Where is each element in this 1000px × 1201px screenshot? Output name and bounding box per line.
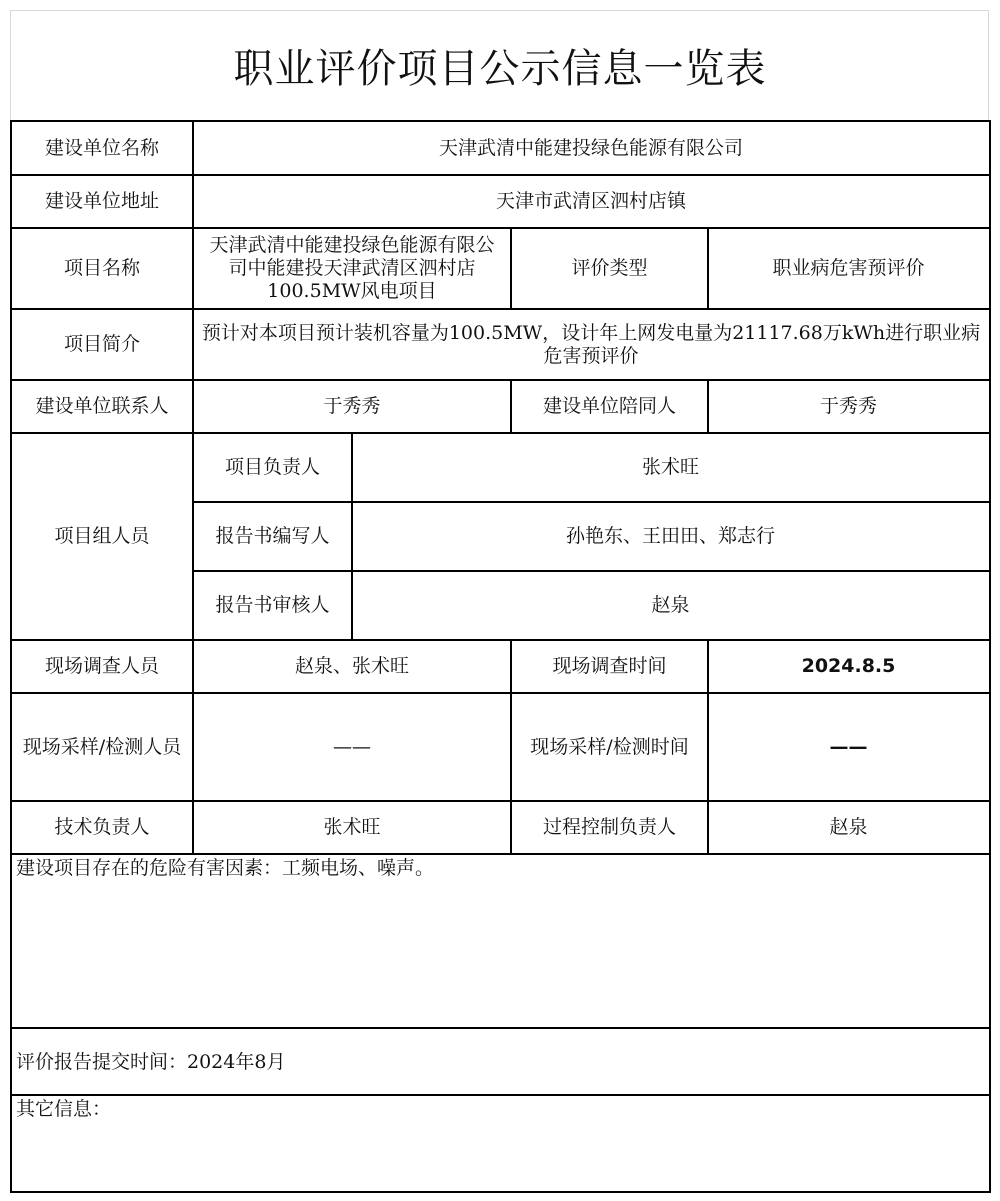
grid-line (10, 120, 991, 122)
leader-value: 张术旺 (641, 456, 699, 478)
grid-line (707, 227, 709, 309)
grid-line (10, 853, 991, 855)
unit-address-label: 建设单位地址 (44, 190, 159, 212)
summary-value: 预计对本项目预计装机容量为100.5MW，设计年上网发电量为21117.68万kWh进行职业病危害预评价 (201, 321, 981, 367)
grid-line (10, 800, 991, 802)
survey-staff-value: 赵泉、张术旺 (294, 655, 409, 677)
hazards-text: 建设项目存在的危险有害因素：工频电场、噪声。 (16, 857, 435, 879)
project-name-value: 天津武清中能建投绿色能源有限公司中能建投天津武清区泗村店100.5MW风电项目 (209, 234, 495, 302)
grid-line (10, 692, 991, 694)
grid-line (989, 120, 991, 1193)
eval-type-label: 评价类型 (571, 257, 648, 279)
grid-line (10, 379, 991, 381)
grid-line (193, 570, 991, 572)
summary-label: 项目简介 (63, 333, 140, 355)
writer-value: 孙艳东、王田田、郑志行 (565, 525, 775, 547)
grid-line (10, 1027, 991, 1029)
grid-line (351, 432, 353, 640)
survey-staff-label: 现场调查人员 (44, 655, 159, 677)
grid-line (10, 308, 991, 310)
sampling-staff-label: 现场采样/检测人员 (22, 735, 182, 758)
page-title: 职业评价项目公示信息一览表 (233, 46, 767, 92)
leader-label: 项目负责人 (224, 456, 320, 478)
reviewer-label: 报告书审核人 (215, 594, 330, 616)
grid-line (707, 639, 709, 854)
survey-time-value: 2024.8.5 (801, 655, 896, 677)
grid-line (510, 227, 512, 309)
grid-line (193, 501, 991, 503)
survey-time-label: 现场调查时间 (552, 655, 667, 677)
grid-line (10, 1094, 991, 1096)
grid-line (510, 379, 512, 433)
grid-line (10, 120, 12, 1193)
process-lead-value: 赵泉 (829, 816, 868, 838)
sampling-time-label: 现场采样/检测时间 (530, 735, 689, 758)
grid-line (10, 432, 991, 434)
escort-value: 于秀秀 (819, 395, 877, 417)
eval-type-value: 职业病危害预评价 (772, 257, 925, 279)
unit-name-value: 天津武清中能建投绿色能源有限公司 (438, 137, 743, 159)
submit-time-text: 评价报告提交时间：2024年8月 (16, 1050, 286, 1073)
escort-label: 建设单位陪同人 (542, 395, 676, 417)
sampling-staff-value: —— (333, 735, 371, 758)
reviewer-value: 赵泉 (651, 594, 690, 616)
contact-label: 建设单位联系人 (35, 395, 169, 417)
grid-line (10, 174, 991, 176)
grid-line (10, 639, 991, 641)
unit-address-value: 天津市武清区泗村店镇 (495, 190, 686, 212)
process-lead-label: 过程控制负责人 (542, 816, 676, 838)
grid-line (707, 379, 709, 433)
grid-line (510, 639, 512, 854)
grid-line (10, 227, 991, 229)
writer-label: 报告书编写人 (215, 525, 330, 547)
grid-line (192, 120, 194, 854)
contact-value: 于秀秀 (323, 395, 381, 417)
other-info-text: 其它信息： (16, 1098, 112, 1120)
project-name-label: 项目名称 (63, 257, 140, 279)
tech-lead-value: 张术旺 (323, 816, 381, 838)
grid-line (10, 1191, 991, 1193)
team-label: 项目组人员 (54, 525, 150, 547)
sampling-time-value: —— (829, 735, 868, 758)
unit-name-label: 建设单位名称 (44, 137, 159, 159)
tech-lead-label: 技术负责人 (54, 816, 150, 838)
